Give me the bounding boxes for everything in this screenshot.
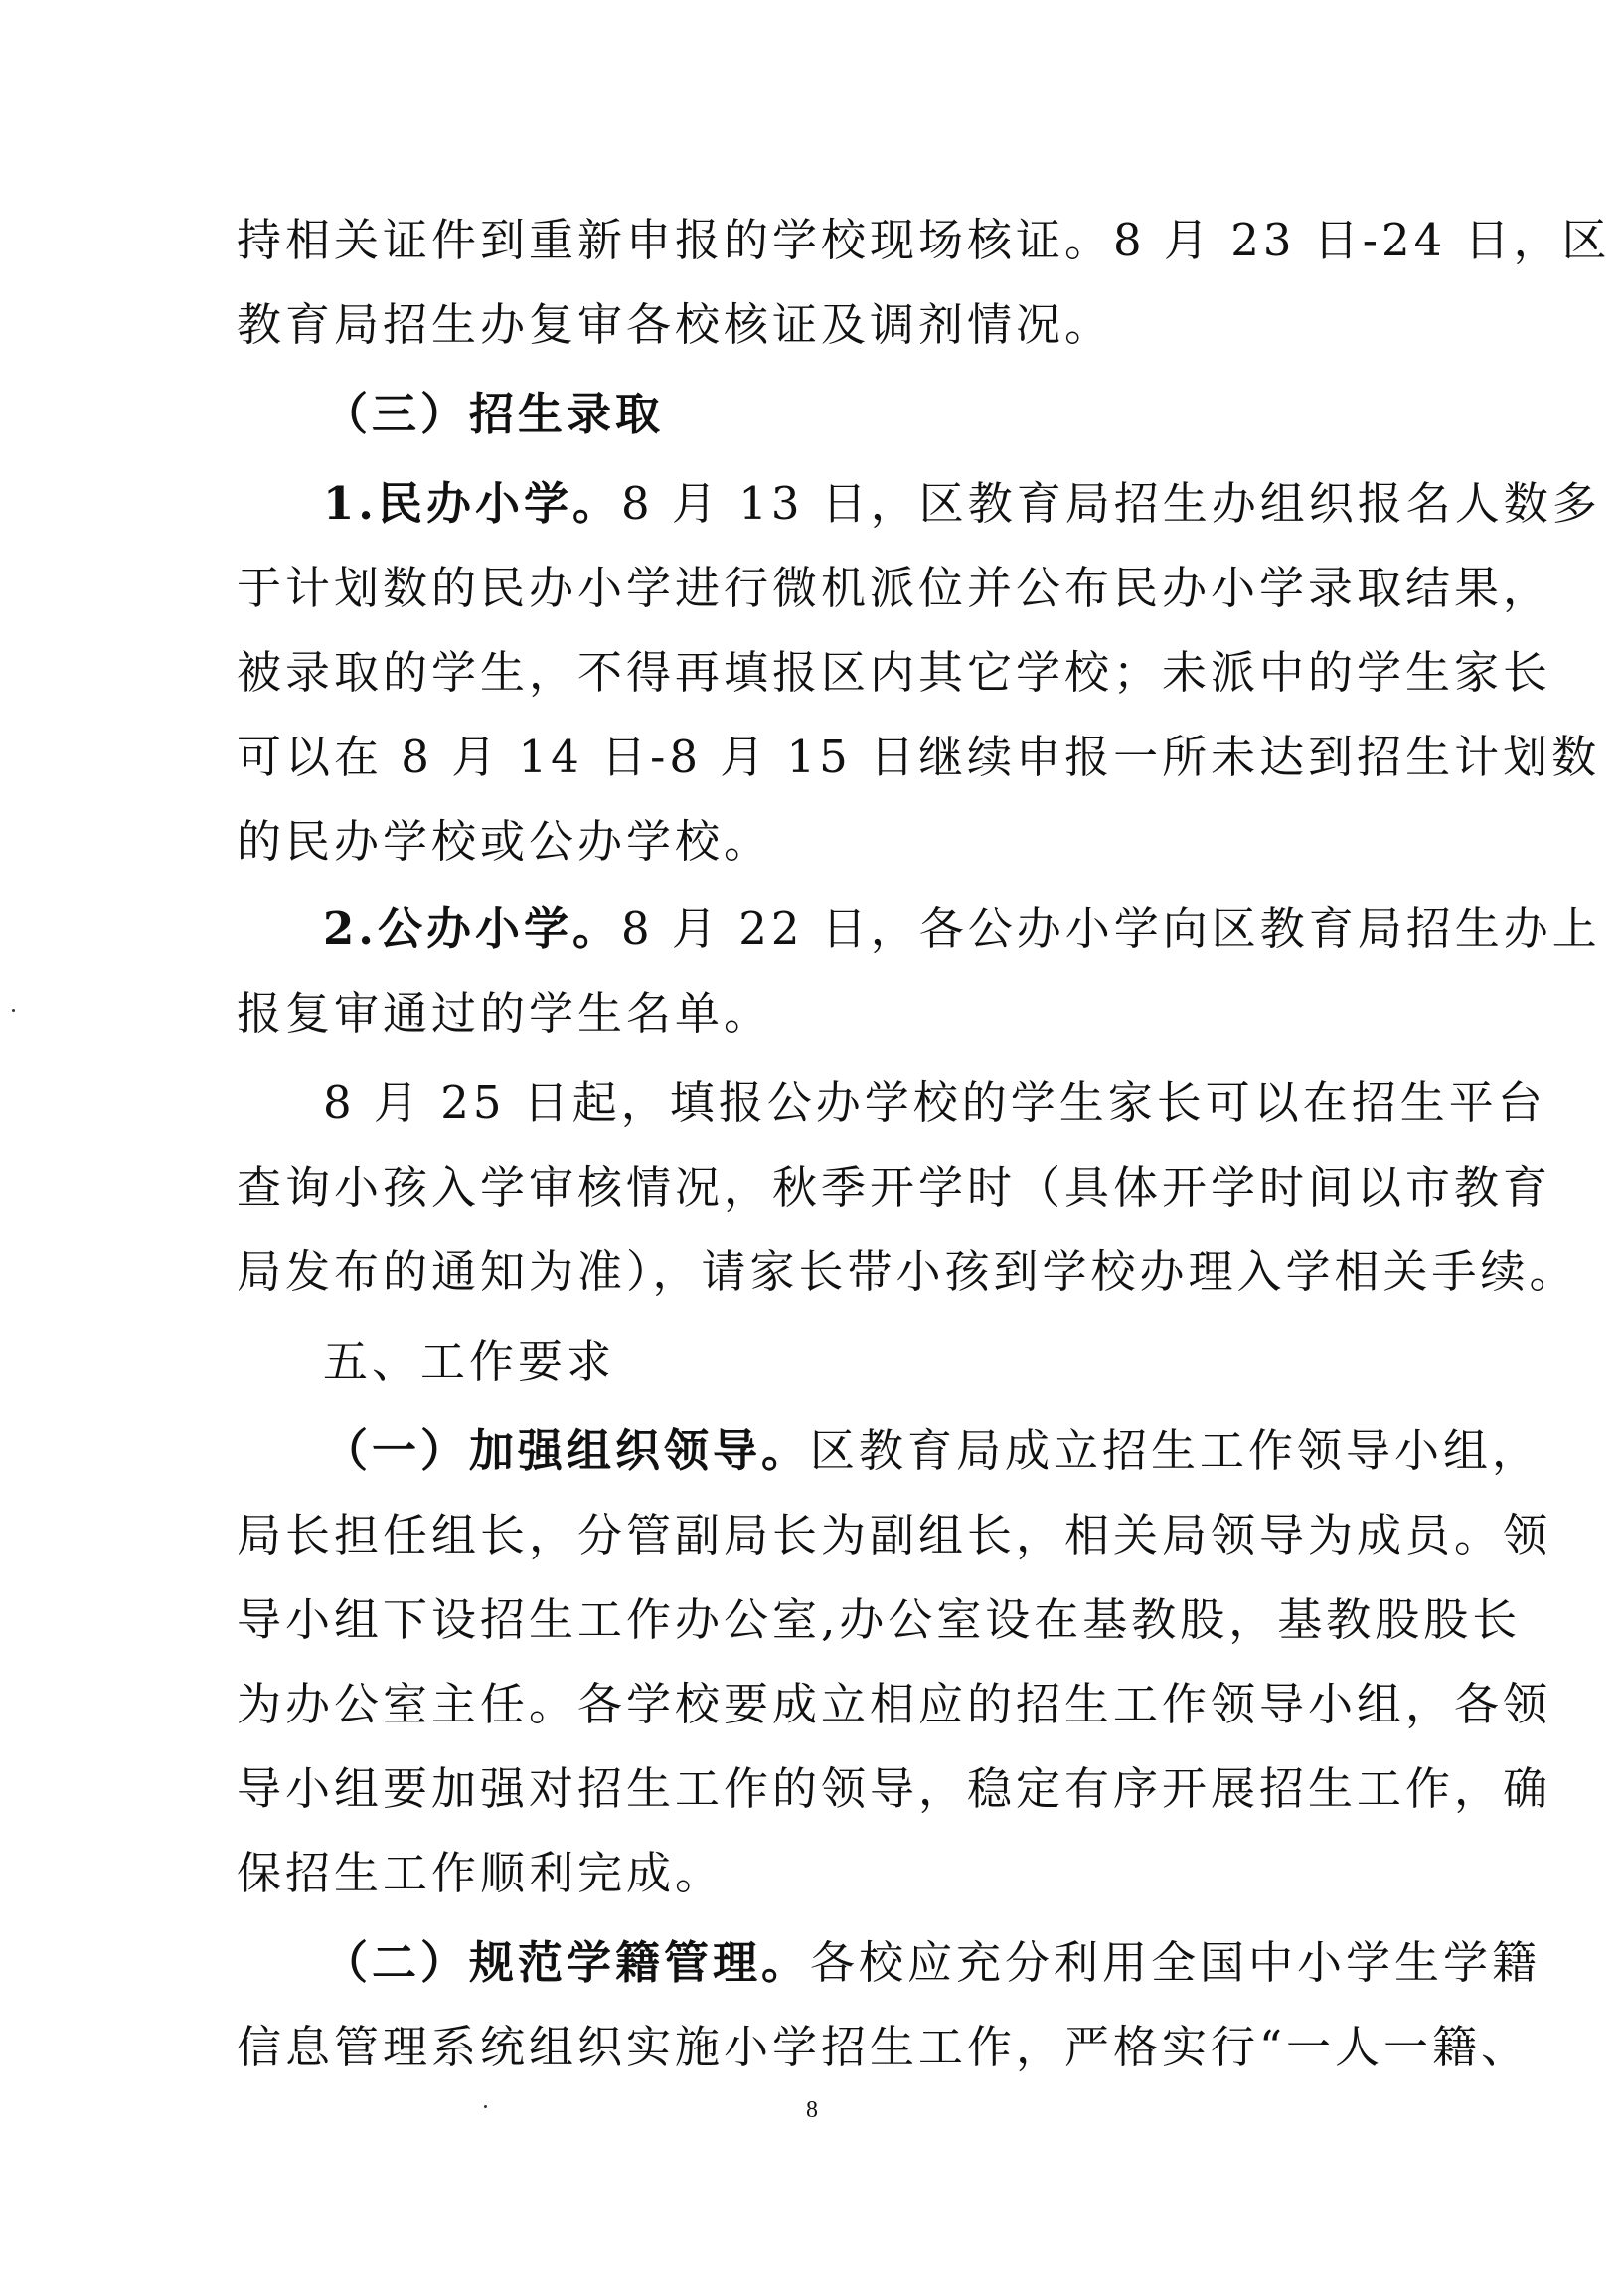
text-run: 8 月 25 日起，填报公办学校的学生家长可以在招生平台 xyxy=(323,1076,1546,1129)
text-line xyxy=(237,211,1611,270)
text-line xyxy=(323,900,1601,959)
page-number: 8 xyxy=(806,2097,818,2123)
text-line xyxy=(237,295,1419,355)
text-line xyxy=(237,1590,1522,1650)
text-run: 局发布的通知为准），请家长带小孩到学校办理入学相关手续。 xyxy=(237,1245,1578,1298)
text-run: 各校应充分利用全国中小学生学籍 xyxy=(810,1936,1542,1989)
text-line xyxy=(237,1506,1552,1565)
text-run: 8 月 22 日，各公办小学向区教育局招生办上 xyxy=(620,902,1601,955)
text-line xyxy=(237,1242,1578,1302)
text-run: 五、工作要求 xyxy=(323,1335,616,1388)
text-line xyxy=(237,1675,1552,1734)
text-run: 为办公室主任。各学校要成立相应的招生工作领导小组，各领 xyxy=(237,1678,1552,1730)
bold-run: 2.公办小学。 xyxy=(323,902,621,955)
scan-speck xyxy=(484,2105,487,2108)
bold-run: （二）规范学籍管理。 xyxy=(323,1936,811,1989)
bold-run: （三）招生录取 xyxy=(323,388,665,440)
text-run: 于计划数的民办小学进行微机派位并公布民办小学录取结果， xyxy=(237,562,1552,614)
text-run: 保招生工作顺利完成。 xyxy=(237,1847,725,1899)
text-run: 导小组下设招生工作办公室,办公室设在基教股，基教股股长 xyxy=(237,1593,1522,1646)
text-run: 区教育局成立招生工作领导小组， xyxy=(810,1424,1542,1477)
text-line xyxy=(237,1158,1552,1218)
section-heading xyxy=(323,1332,1506,1392)
text-line xyxy=(323,474,1601,534)
text-line xyxy=(237,1844,1419,1903)
text-run: 教育局招生办复审各校核证及调剂情况。 xyxy=(237,298,1114,351)
text-run: 8 月 13 日，区教育局招生办组织报名人数多 xyxy=(620,477,1601,530)
text-line xyxy=(237,1759,1552,1819)
text-line xyxy=(237,728,1601,787)
section-heading xyxy=(323,385,1506,444)
text-line xyxy=(237,559,1552,618)
text-line xyxy=(237,2018,1531,2077)
bold-run: 1.民办小学。 xyxy=(323,477,621,530)
text-run: 查询小孩入学审核情况，秋季开学时（具体开学时间以市教育 xyxy=(237,1161,1552,1214)
bold-run: （一）加强组织领导。 xyxy=(323,1424,811,1477)
text-run: 持相关证件到重新申报的学校现场核证。8 月 23 日-24 日，区 xyxy=(237,214,1611,266)
text-run: 导小组要加强对招生工作的领导，稳定有序开展招生工作，确 xyxy=(237,1762,1552,1815)
text-line xyxy=(237,812,1419,872)
text-run: 被录取的学生，不得再填报区内其它学校；未派中的学生家长 xyxy=(237,646,1552,699)
text-line xyxy=(323,1073,1546,1133)
text-line xyxy=(323,1933,1542,1993)
text-line xyxy=(237,643,1552,703)
text-run: 可以在 8 月 14 日-8 月 15 日继续申报一所未达到招生计划数 xyxy=(237,731,1601,783)
scan-speck xyxy=(12,1009,15,1012)
text-run: 信息管理系统组织实施小学招生工作，严格实行“一人一籍、 xyxy=(237,2021,1531,2073)
text-run: 报复审通过的学生名单。 xyxy=(237,987,773,1040)
text-line xyxy=(323,1421,1542,1481)
text-run: 局长担任组长，分管副局长为副组长，相关局领导为成员。领 xyxy=(237,1509,1552,1561)
text-line xyxy=(237,984,1419,1044)
text-run: 的民办学校或公办学校。 xyxy=(237,815,773,868)
